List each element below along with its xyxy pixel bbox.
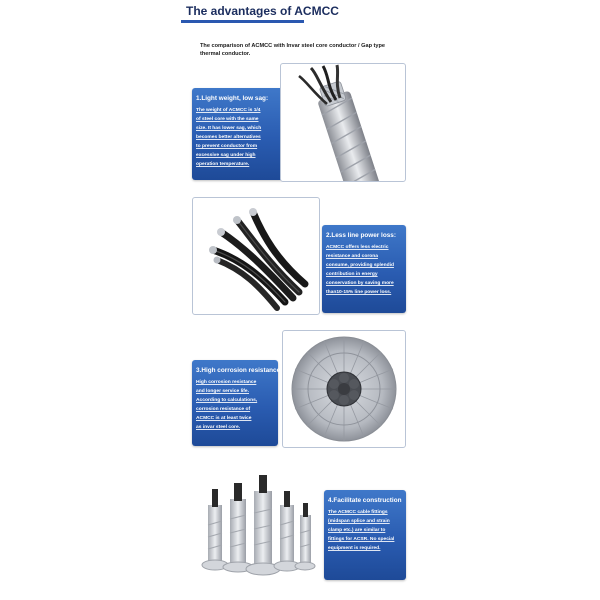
advantage-line: operation temperature.	[196, 162, 250, 167]
advantage-line: ACMCC offers less electric	[326, 245, 389, 250]
title-underline	[181, 20, 304, 23]
advantage-line: consume, providing splendid	[326, 263, 394, 268]
stranded-conductor-image	[281, 64, 405, 181]
fittings-image	[192, 465, 320, 581]
advantage-line: than10-15% line power loss.	[326, 290, 392, 295]
advantage-text	[328, 508, 394, 553]
advantage-line: resistance and corona	[326, 254, 378, 259]
advantage-line: High corrosion resistance	[196, 380, 257, 385]
composite-core-image	[193, 198, 319, 314]
advantage-heading: 3.High corrosion resistance	[196, 367, 281, 374]
advantage-line: The ACMCC cable fittings	[328, 510, 388, 515]
advantage-line: excessive sag under high	[196, 153, 256, 158]
advantage-text	[196, 378, 257, 432]
advantage-heading: 4.Facilitate construction	[328, 497, 402, 504]
advantage-line: as invar steel core.	[196, 425, 241, 430]
subtitle-line: thermal conductor.	[200, 51, 251, 57]
advantage-line: clamp etc.) are similar to	[328, 528, 386, 533]
advantage-line: to prevent conductor from	[196, 144, 258, 149]
advantage-text	[326, 243, 394, 297]
carbon-core-strands-photo	[192, 197, 320, 315]
advantage-line: equipment is required.	[328, 546, 381, 551]
advantage-line: According to calculations,	[196, 398, 258, 403]
advantage-line: The weight of ACMCC is 1/4	[196, 108, 261, 113]
advantage-line: and longer service life.	[196, 389, 250, 394]
cable-fittings-photo	[192, 465, 320, 581]
subtitle-line: The comparison of ACMCC with Invar steel core conductor / Gap type	[200, 43, 386, 49]
conductor-end-face-photo	[282, 330, 406, 448]
advantage-line: becomes better alternatives	[196, 135, 261, 140]
conductor-cross-section-photo	[280, 63, 406, 182]
advantage-line: ACMCC is at least twice	[196, 416, 252, 421]
advantage-line: corrosion resistance of	[196, 407, 251, 412]
page-title: The advantages of ACMCC	[186, 4, 339, 18]
cable-cross-section-image	[283, 331, 405, 447]
advantage-line: of steel core with the same	[196, 117, 259, 122]
advantage-heading: 2.Less line power loss:	[326, 232, 396, 239]
advantage-line: conservation by saving more	[326, 281, 394, 286]
advantage-line: fittings for ACSR. No special	[328, 537, 395, 542]
advantage-card-light-weight	[192, 88, 284, 180]
advantage-line: contribution in energy	[326, 272, 378, 277]
advantage-card-corrosion-resistance	[192, 360, 281, 446]
comparison-subtitle	[200, 42, 420, 58]
advantage-text	[196, 106, 261, 169]
advantage-line: (midspan splice and strain	[328, 519, 390, 524]
advantage-line: size. It has lower sag, which	[196, 126, 262, 131]
advantage-heading: 1.Light weight, low sag:	[196, 95, 269, 102]
advantage-card-less-power-loss	[322, 225, 406, 313]
advantage-card-facilitate-construction	[324, 490, 406, 580]
